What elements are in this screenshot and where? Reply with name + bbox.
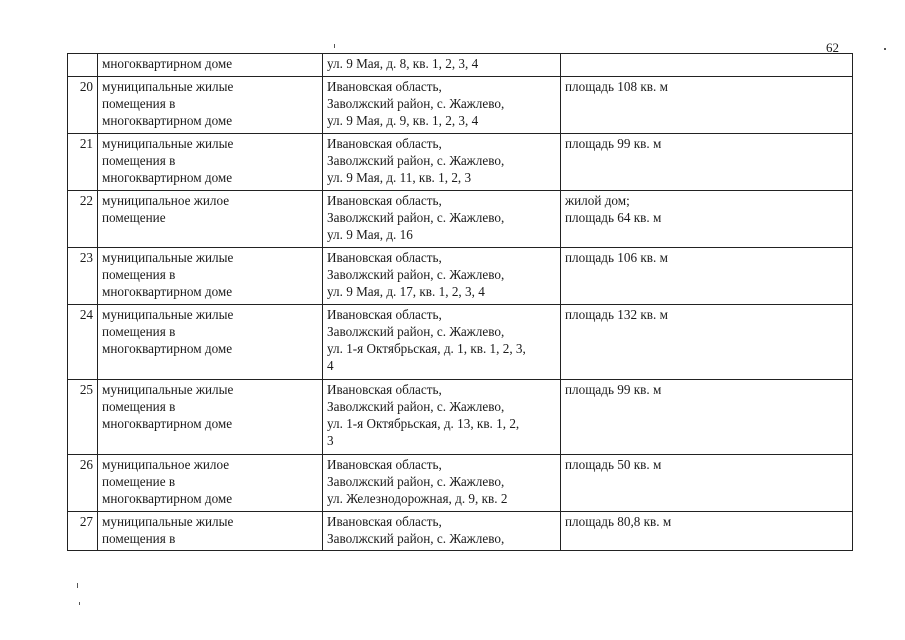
page-number: 62 xyxy=(826,40,839,55)
address-cell: Ивановская область, Заволжский район, с. Жажлево, ул. 9 Мая, д. 16 xyxy=(323,191,561,248)
table-row xyxy=(68,248,853,305)
characteristics-cell: жилой дом; площадь 64 кв. м xyxy=(561,191,853,248)
characteristics-cell: площадь 99 кв. м xyxy=(561,380,853,455)
table-row xyxy=(68,77,853,134)
address-cell: Ивановская область, Заволжский район, с. Жажлево, ул. 9 Мая, д. 9, кв. 1, 2, 3, 4 xyxy=(323,77,561,134)
scan-speck xyxy=(884,48,886,50)
address-cell: Ивановская область, Заволжский район, с. Жажлево, ул. 9 Мая, д. 11, кв. 1, 2, 3 xyxy=(323,134,561,191)
table-row xyxy=(68,512,853,551)
row-number: 25 xyxy=(68,380,98,455)
object-name-cell: муниципальные жилые помещения в многоквартирном доме xyxy=(98,305,323,380)
property-table xyxy=(67,53,853,551)
address-cell: Ивановская область, Заволжский район, с. Жажлево, ул. 9 Мая, д. 17, кв. 1, 2, 3, 4 xyxy=(323,248,561,305)
characteristics-cell: площадь 106 кв. м xyxy=(561,248,853,305)
address-cell: ул. 9 Мая, д. 8, кв. 1, 2, 3, 4 xyxy=(323,54,561,77)
address-cell: Ивановская область, Заволжский район, с. Жажлево, ул. 1-я Октябрьская, д. 1, кв. 1, 2, 3, 4 xyxy=(323,305,561,380)
row-number: 22 xyxy=(68,191,98,248)
row-number: 27 xyxy=(68,512,98,551)
table-row xyxy=(68,455,853,512)
table-row xyxy=(68,380,853,455)
object-name-cell: муниципальные жилые помещения в xyxy=(98,512,323,551)
characteristics-cell: площадь 132 кв. м xyxy=(561,305,853,380)
characteristics-cell: площадь 99 кв. м xyxy=(561,134,853,191)
table-row xyxy=(68,305,853,380)
table-row xyxy=(68,134,853,191)
characteristics-cell: площадь 108 кв. м xyxy=(561,77,853,134)
object-name-cell: муниципальное жилое помещение в многоквартирном доме xyxy=(98,455,323,512)
address-cell: Ивановская область, Заволжский район, с. Жажлево, ул. 1-я Октябрьская, д. 13, кв. 1, 2, 3 xyxy=(323,380,561,455)
characteristics-cell: площадь 80,8 кв. м xyxy=(561,512,853,551)
object-name-cell: муниципальные жилые помещения в многоквартирном доме xyxy=(98,380,323,455)
property-table-body xyxy=(68,54,853,551)
object-name-cell: муниципальные жилые помещения в многоквартирном доме xyxy=(98,248,323,305)
table-row xyxy=(68,191,853,248)
scan-speck xyxy=(77,583,78,588)
row-number: 20 xyxy=(68,77,98,134)
address-cell: Ивановская область, Заволжский район, с. Жажлево, ул. Железнодорожная, д. 9, кв. 2 xyxy=(323,455,561,512)
object-name-cell: муниципальные жилые помещения в многоквартирном доме xyxy=(98,134,323,191)
address-cell: Ивановская область, Заволжский район, с. Жажлево, xyxy=(323,512,561,551)
table-row xyxy=(68,54,853,77)
characteristics-cell xyxy=(561,54,853,77)
scan-speck xyxy=(334,44,335,48)
row-number xyxy=(68,54,98,77)
row-number: 26 xyxy=(68,455,98,512)
row-number: 24 xyxy=(68,305,98,380)
row-number: 21 xyxy=(68,134,98,191)
object-name-cell: муниципальное жилое помещение xyxy=(98,191,323,248)
scan-speck xyxy=(79,602,80,605)
row-number: 23 xyxy=(68,248,98,305)
object-name-cell: муниципальные жилые помещения в многоквартирном доме xyxy=(98,77,323,134)
characteristics-cell: площадь 50 кв. м xyxy=(561,455,853,512)
object-name-cell: многоквартирном доме xyxy=(98,54,323,77)
